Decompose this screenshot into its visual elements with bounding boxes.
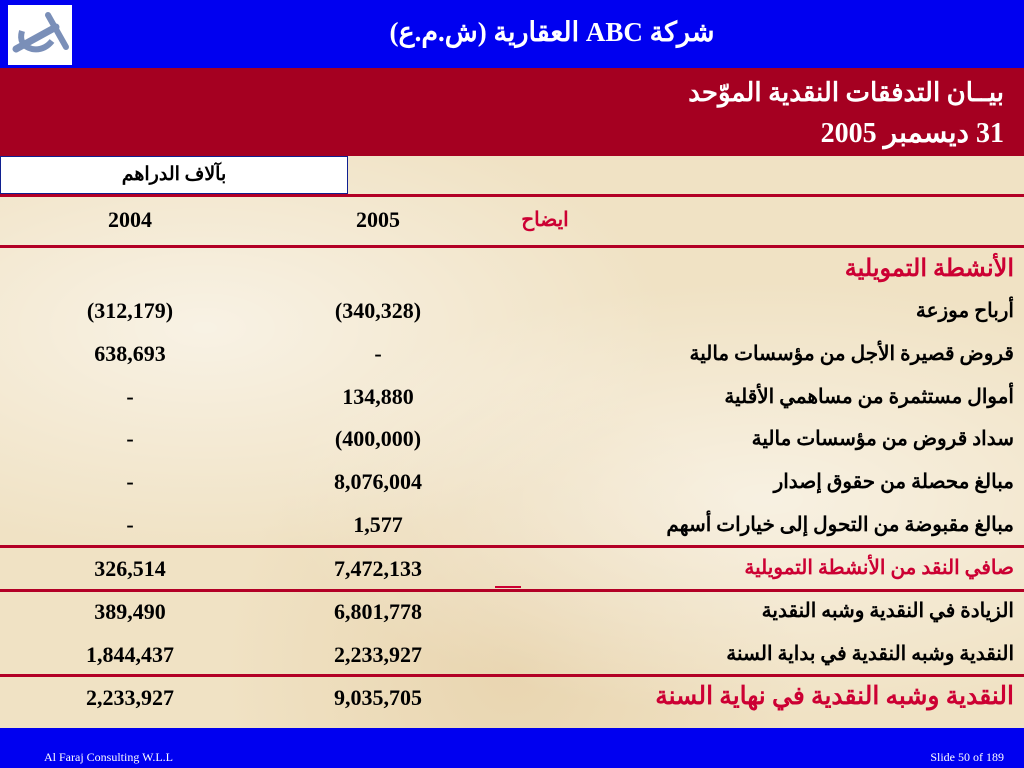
divider (0, 589, 1024, 592)
footer-company: Al Faraj Consulting W.L.L (44, 750, 173, 764)
closing-row-label: النقدية وشبه النقدية في نهاية السنة (655, 683, 1014, 710)
header-year-2005: 2005 (356, 207, 400, 232)
divider (0, 245, 1024, 248)
row-label: مبالغ محصلة من حقوق إصدار (773, 471, 1014, 493)
divider (0, 545, 1024, 548)
row-value-2005: 1,577 (353, 512, 403, 537)
header-note: ايضاح (521, 209, 569, 231)
row-label: مبالغ مقبوضة من التحول إلى خيارات أسهم (666, 514, 1014, 536)
summary-row-label: النقدية وشبه النقدية في بداية السنة (726, 643, 1014, 665)
row-value-2004: - (126, 384, 134, 409)
top-bar (0, 0, 1024, 66)
closing-row-value-2004: 2,233,927 (86, 685, 174, 710)
divider (0, 674, 1024, 677)
net-row-value-2005: 7,472,133 (334, 556, 422, 581)
row-label: أموال مستثمرة من مساهمي الأقلية (724, 386, 1014, 408)
row-label: أرباح موزعة (915, 300, 1014, 322)
row-value-2005: - (374, 341, 382, 366)
statement-table (0, 156, 1024, 728)
row-value-2005: (400,000) (334, 426, 422, 451)
statement-title: بيــان التدفقات النقدية الموّحد (688, 78, 1004, 107)
statement-date: 31 ديسمبر 2005 (820, 118, 1004, 149)
row-value-2005: (340,328) (334, 298, 422, 323)
row-label: سداد قروض من مؤسسات مالية (751, 428, 1014, 450)
row-value-2004: (312,179) (86, 298, 174, 323)
row-value-2004: - (126, 512, 134, 537)
summary-row-value-2004: 1,844,437 (86, 642, 174, 667)
units-label: بآلاف الدراهم (0, 156, 348, 194)
section-heading: الأنشطة التمويلية (844, 256, 1014, 282)
company-logo-icon (8, 5, 72, 65)
summary-row-value-2005: 6,801,778 (334, 599, 422, 624)
row-value-2005: 8,076,004 (334, 469, 422, 494)
row-label: قروض قصيرة الأجل من مؤسسات مالية (689, 343, 1014, 365)
closing-row-value-2005: 9,035,705 (334, 685, 422, 710)
note-underline (495, 586, 521, 588)
row-value-2004: 638,693 (94, 341, 166, 366)
summary-row-value-2005: 2,233,927 (334, 642, 422, 667)
statement-header (0, 68, 1024, 156)
summary-row-label: الزيادة في النقدية وشبه النقدية (761, 600, 1014, 622)
net-row-label: صافي النقد من الأنشطة التمويلية (744, 557, 1014, 579)
slide-counter: Slide 50 of 189 (930, 750, 1004, 764)
company-title: شركة ABC العقارية (ش.م.ع) (389, 17, 715, 47)
divider (0, 194, 1024, 197)
row-value-2004: - (126, 469, 134, 494)
row-value-2004: - (126, 426, 134, 451)
header-year-2004: 2004 (108, 207, 152, 232)
row-value-2005: 134,880 (342, 384, 414, 409)
net-row-value-2004: 326,514 (94, 556, 166, 581)
summary-row-value-2004: 389,490 (94, 599, 166, 624)
